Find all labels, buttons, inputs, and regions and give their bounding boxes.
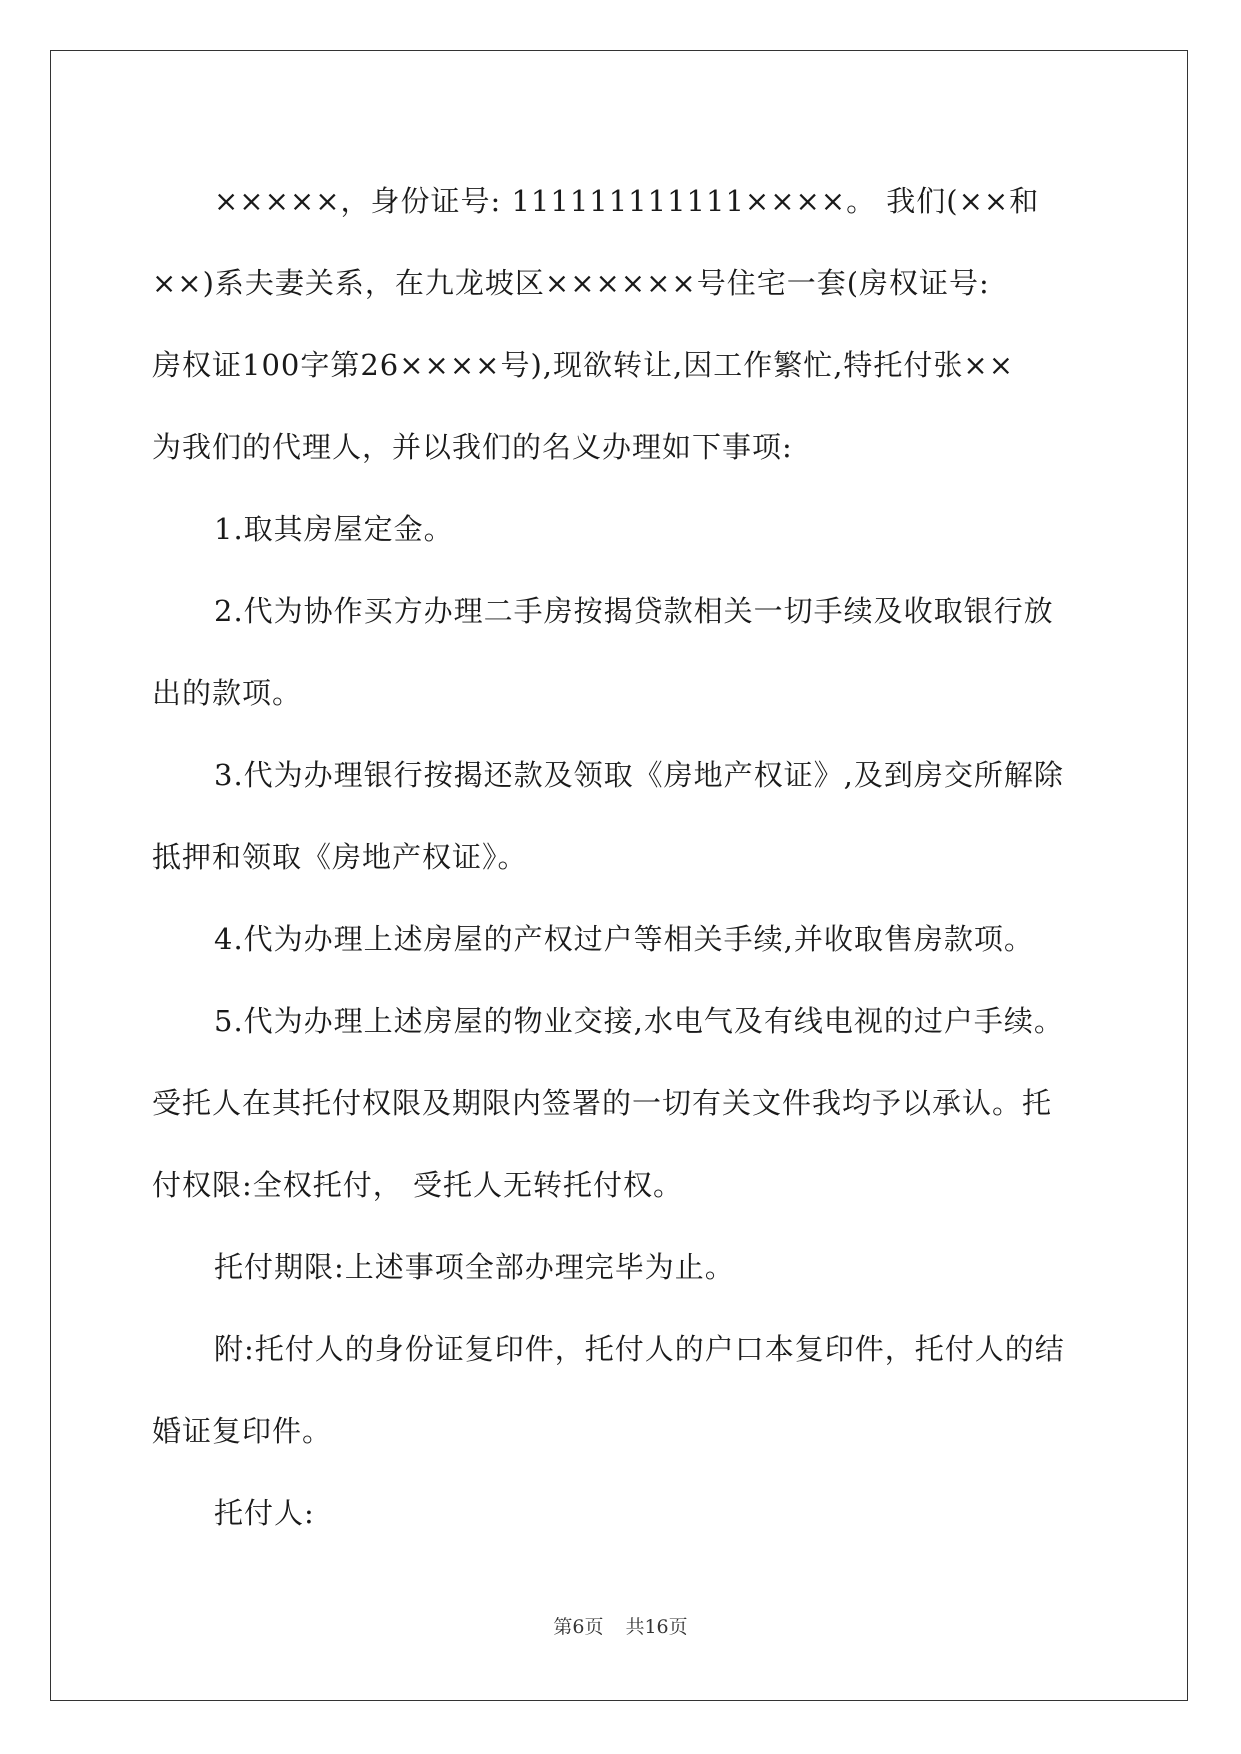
text-line: 付权限:全权托付， 受托人无转托付权。 [152,1168,683,1202]
text-line: 出的款项。 [152,676,303,710]
list-item-2: 2.代为协作买方办理二手房按揭贷款相关一切手续及收取银行放 [214,594,1054,628]
list-item-5: 5.代为办理上述房屋的物业交接,水电气及有线电视的过户手续。 [214,1004,1064,1038]
signature-label: 托付人: [214,1496,315,1530]
page-footer [0,1612,1241,1639]
attachments-line: 附:托付人的身份证复印件，托付人的户口本复印件，托付人的结 [214,1332,1065,1366]
page-total: 共16页 [625,1616,688,1638]
text-line: 房权证100字第26××××号),现欲转让,因工作繁忙,特托付张×× [152,348,1015,382]
text-line: 抵押和领取《房地产权证》。 [152,840,528,874]
document-body [152,160,1092,1554]
text-line: ×××××，身份证号: 111111111111××××。 我们(××和 [214,184,1040,218]
list-item-1: 1.取其房屋定金。 [214,512,454,546]
page-number: 第6页 [553,1616,604,1638]
text-line: 受托人在其托付权限及期限内签署的一切有关文件我均予以承认。托 [152,1086,1053,1120]
text-line: 为我们的代理人，并以我们的名义办理如下事项: [152,430,793,464]
list-item-3: 3.代为办理银行按揭还款及领取《房地产权证》,及到房交所解除 [214,758,1064,792]
list-item-4: 4.代为办理上述房屋的产权过户等相关手续,并收取售房款项。 [214,922,1034,956]
text-line: ××)系夫妻关系，在九龙坡区××××××号住宅一套(房权证号: [152,266,990,300]
term-line: 托付期限:上述事项全部办理完毕为止。 [214,1250,735,1284]
text-line: 婚证复印件。 [152,1414,333,1448]
